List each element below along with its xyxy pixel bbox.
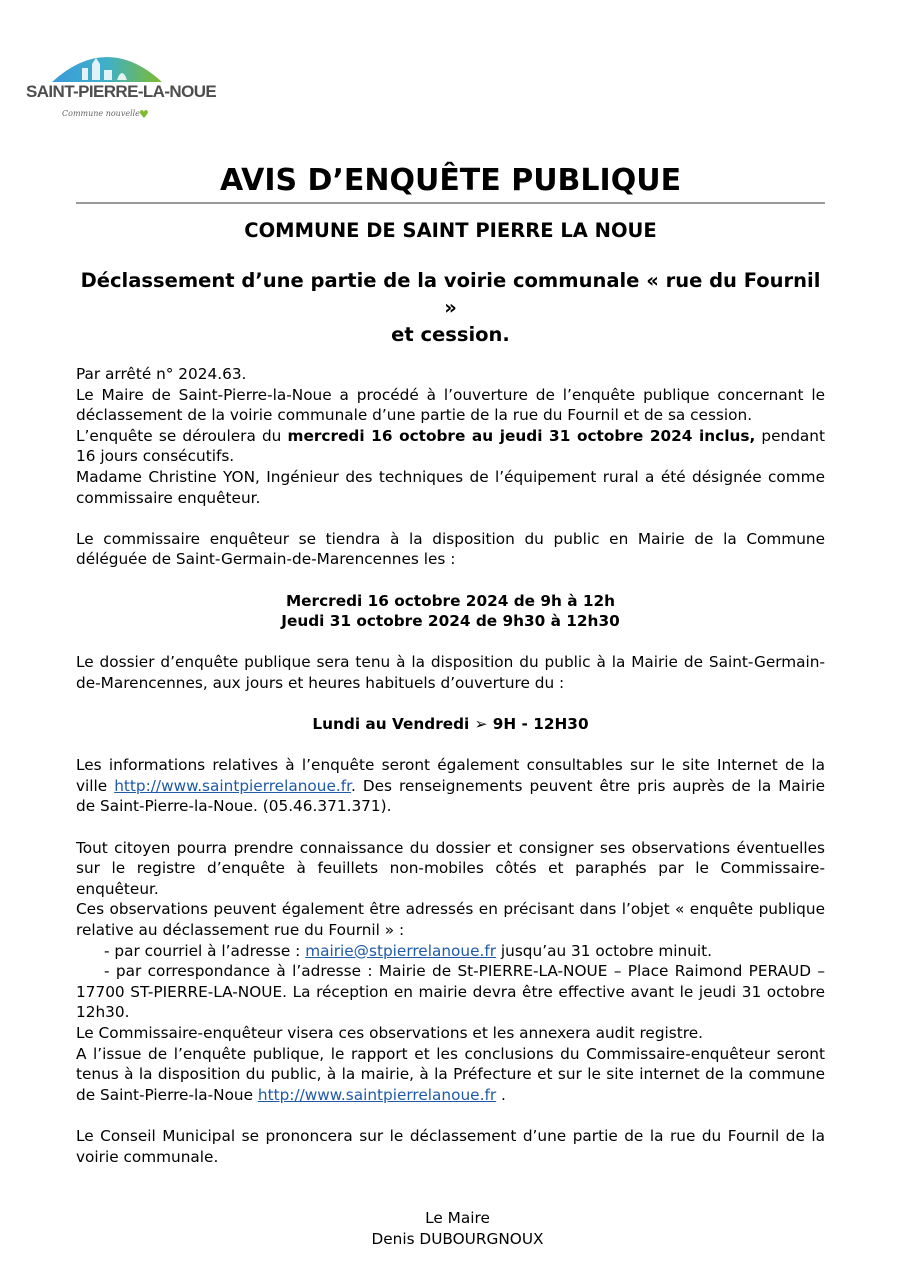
website-link[interactable]: http://www.saintpierrelanoue.fr [114,776,352,795]
commissaire-paragraph: Madame Christine YON, Ingénieur des techniques de l’équipement rural a été désignée comme commissaire enquêteur. [76,467,825,507]
permanence-date-2: Jeudi 31 octobre 2024 de 9h30 à 12h30 [281,612,620,631]
issue-paragraph [76,1044,825,1106]
heart-icon: ♥ [139,108,149,121]
commune-heading: COMMUNE DE SAINT PIERRE LA NOUE [244,219,657,242]
issue-tail: . [496,1085,506,1104]
commune-logo [22,34,217,130]
signature-name: Denis DUBOURGNOUX [371,1229,544,1248]
dossier-paragraph: Le dossier d’enquête publique sera tenu à la disposition du public à la Mairie de Saint-Germain-de-Marencennes, aux jours et heures habituels d’ouverture du : [76,653,825,692]
notice-body [76,364,825,1250]
email-link[interactable]: mairie@stpierrelanoue.fr [305,941,497,960]
subject-line-1: Déclassement d’une partie de la voirie communale « rue du Fournil » [80,269,821,319]
correspondance-line: - par correspondance à l’adresse : Mairie de St-PIERRE-LA-NOUE – Place Raimond PERAUD – 17700 ST-PIERRE-LA-NOUE. La réception en mairie devra être effective avant le jeudi 31 octobre 12h30. [76,962,825,1022]
dates-tail: pendant 16 jours consécutifs. [76,426,825,466]
courriel-tail: jusqu’au 31 octobre minuit. [496,941,713,960]
subject-heading [76,267,825,348]
internet-paragraph [76,755,825,817]
courriel-lead: - par courriel à l’adresse : [104,941,306,960]
logo-tagline: Commune nouvelle [62,109,140,118]
signature-role: Le Maire [425,1209,490,1228]
opening-hours: Lundi au Vendredi ➢ 9H - 12H30 [312,715,589,734]
internet-lead: Les informations relatives à l’enquête seront également consultables sur le site Internet de la ville [76,756,825,795]
visera-line: Le Commissaire-enquêteur visera ces observations et les annexera audit registre. [76,1024,703,1042]
website-link-2[interactable]: http://www.saintpierrelanoue.fr [257,1085,497,1104]
courriel-line [76,941,825,962]
issue-lead: A l’issue de l’enquête publique, le rapport et les conclusions du Commissaire-enquêteur seront tenus à la disposition du public, à la mairie, à la Préfecture et sur le site internet de la commune de Saint-Pierre-la-Noue [76,1044,825,1104]
subject-line-2: et cession. [391,323,510,346]
conseil-paragraph: Le Conseil Municipal se prononcera sur le déclassement d’une partie de la rue du Fournil de la voirie communale. [76,1126,825,1166]
objet-paragraph: Ces observations peuvent également être adressés en précisant dans l’objet « enquête publique relative au déclassement rue du Fournil » : [76,900,825,940]
dates-lead: L’enquête se déroulera du [76,426,288,445]
permanence-intro: Le commissaire enquêteur se tiendra à la disposition du public en Mairie de la Commune déléguée de Saint-Germain-de-Marencennes les : [76,529,825,569]
signature-block [76,1188,825,1250]
permanence-date-1: Mercredi 16 octobre 2024 de 9h à 12h [285,591,616,610]
dates-paragraph [76,426,825,467]
ouverture-paragraph: Le Maire de Saint-Pierre-la-Noue a procédé à l’ouverture de l’enquête publique concernant le déclassement de la voirie communale d’une partie de la rue du Fournil et de sa cession. [76,385,825,425]
registre-paragraph: Tout citoyen pourra prendre connaissance du dossier et consigner ses observations éventuelles sur le registre d’enquête à feuillets non-mobiles côtés et paraphés par le Commissaire-enquêteur. [76,838,825,898]
logo-wordmark: SAINT-PIERRE-LA-NOUE [26,82,217,101]
page-title: AVIS D’ENQUÊTE PUBLIQUE [219,163,682,198]
notice-document [76,160,825,1250]
arrete-line: Par arrêté n° 2024.63. [76,365,247,383]
dates-bold: mercredi 16 octobre au jeudi 31 octobre 2024 inclus, [287,426,756,445]
title-divider [76,202,825,204]
internet-tail: . Des renseignements peuvent être pris auprès de la Mairie de Saint-Pierre-la-Noue. (05.46.371.371). [76,776,825,816]
